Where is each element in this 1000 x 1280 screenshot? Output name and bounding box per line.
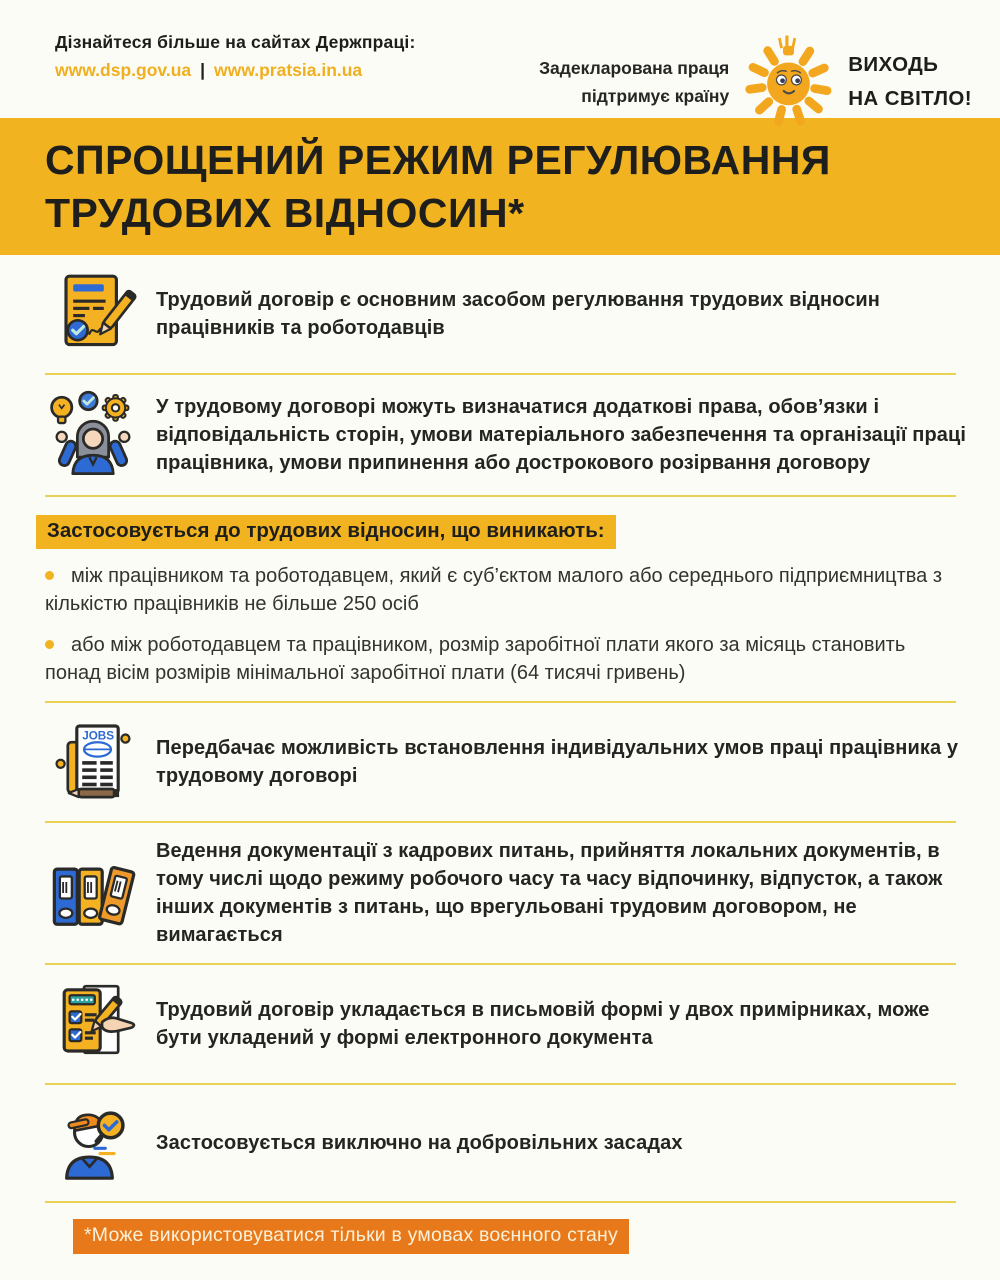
employee-rights-icon xyxy=(45,389,140,481)
bullet-item xyxy=(45,562,956,618)
campaign-line1: ВИХОДЬ xyxy=(848,52,939,76)
item-text: У трудовому договорі можуть визначатися додаткові права, обов’язки і відповідальність сторін, умови матеріального забезпечення та організації праці працівника, умови припинення або дострокового розірвання договору xyxy=(156,396,967,474)
campaign-line2: НА СВІТЛО! xyxy=(848,86,972,110)
conditions-section xyxy=(45,497,974,701)
bullet-dot-icon xyxy=(45,571,54,580)
item-voluntary xyxy=(45,1085,974,1201)
slogan-line2: підтримує країну xyxy=(581,85,730,106)
content xyxy=(0,255,1000,1254)
header-info-text: Дізнайтеся більше на сайтах Держпраці: xyxy=(55,32,416,52)
item-documentation xyxy=(45,823,974,963)
title-line1: СПРОЩЕНИЙ РЕЖИМ РЕГУЛЮВАННЯ xyxy=(45,137,831,184)
checklist-signature-icon xyxy=(45,979,140,1069)
item-text: Трудовий договір укладається в письмовій формі у двох примірниках, може бути укладений у формі електронного документа xyxy=(156,999,930,1049)
title-line2: ТРУДОВИХ ВІДНОСИН* xyxy=(45,189,525,236)
bullet-text: або між роботодавцем та працівником, розмір заробітної плати якого за місяць становить понад вісім розмірів мінімальної заробітної плати (64 тисячі гривень) xyxy=(45,634,906,684)
title-banner xyxy=(0,118,1000,255)
footnote: *Може використовуватися тільки в умовах воєнного стану xyxy=(73,1219,629,1254)
item-employee-rights xyxy=(45,375,974,495)
item-text: Передбачає можливість встановлення індивідуальних умов праці працівника у трудовому договорі xyxy=(156,737,959,787)
page-header xyxy=(0,0,1000,118)
item-written-form xyxy=(45,965,974,1083)
item-text: Застосовується виключно на добровільних засадах xyxy=(156,1132,683,1154)
item-contract xyxy=(45,255,974,373)
header-right xyxy=(539,34,972,129)
bullet-dot-icon xyxy=(45,640,54,649)
conditions-heading: Застосовується до трудових відносин, що виникають: xyxy=(36,515,616,549)
slogan-line1: Задекларована праця xyxy=(539,57,730,78)
binders-icon xyxy=(45,847,140,939)
sun-tools-mascot-icon xyxy=(741,34,836,129)
header-links xyxy=(55,60,416,81)
page-title xyxy=(45,134,831,239)
jobs-newspaper-icon xyxy=(45,717,140,807)
bullet-text: між працівником та роботодавцем, який є суб’єктом малого або середнього підприємництва з кількістю працівників не більше 250 осіб xyxy=(45,565,943,615)
dsp-gov-link[interactable]: www.dsp.gov.ua xyxy=(55,60,192,80)
item-text: Ведення документації з кадрових питань, прийняття локальних документів, в тому числі щодо режиму робочого часу та часу відпочинку, відпусток, а також інших документів з питань, що врегульовані трудовим договором, не вимагається xyxy=(156,840,943,946)
bullet-item xyxy=(45,631,956,687)
jobs-label: JOBS xyxy=(81,729,114,743)
item-text: Трудовий договір є основним засобом регулювання трудових відносин працівників та роботодавців xyxy=(156,289,880,339)
worker-verified-icon xyxy=(45,1099,140,1187)
header-left xyxy=(55,32,416,81)
contract-signing-icon xyxy=(45,269,140,359)
campaign-slogan xyxy=(539,54,729,110)
footnote-row xyxy=(45,1203,974,1254)
item-individual-terms xyxy=(45,703,974,821)
link-divider: | xyxy=(200,60,206,80)
campaign-logo-text xyxy=(848,48,972,116)
pratsia-link[interactable]: www.pratsia.in.ua xyxy=(214,60,363,80)
